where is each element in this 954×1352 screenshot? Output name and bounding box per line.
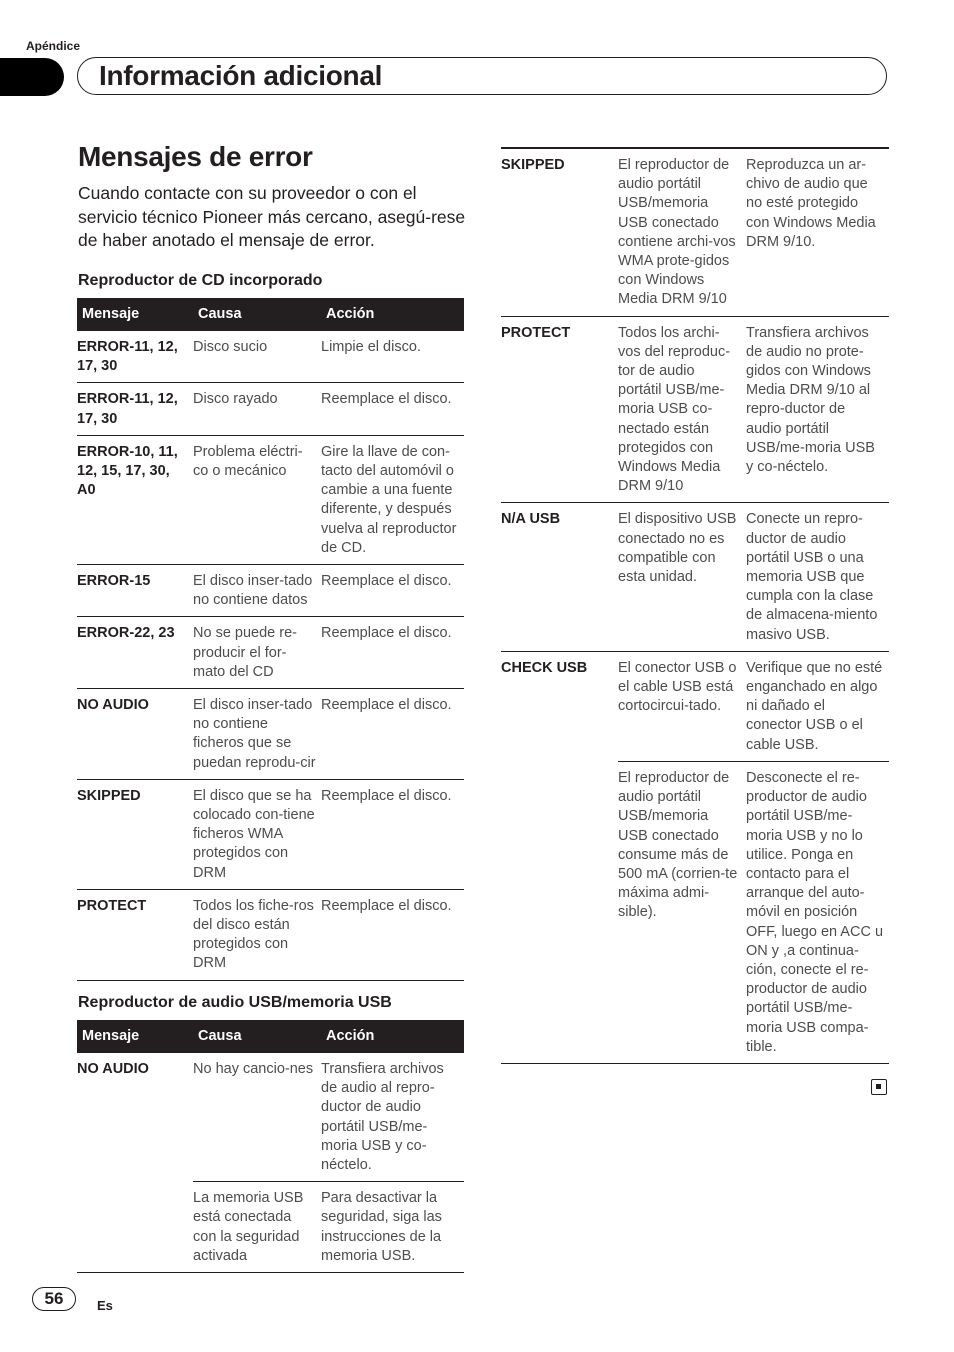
action-cell: Reemplace el disco.: [321, 383, 464, 435]
language-code: Es: [97, 1298, 113, 1313]
action-cell: Desconecte el re-productor de audio portátil USB/me-moria USB y no lo utilice. Ponga en contacto para el arranque del auto-móvil en posición OFF, luego en ACC u ON y ,a continua-ción, conecte el re-productor de audio portátil USB/me-moria USB compa-tible.: [746, 761, 889, 1063]
action-cell: Transfiera archivos de audio al repro-ductor de audio portátil USB/me-moria USB y co-néctelo.: [321, 1053, 464, 1182]
message-cell: ERROR-11, 12, 17, 30: [77, 383, 193, 435]
usb-table-heading: Reproductor de audio USB/memoria USB: [78, 994, 392, 1011]
action-cell: Verifique que no esté enganchado en algo ni dañado el conector USB o el cable USB.: [746, 651, 889, 761]
usb-error-table-continued-wrapper: [501, 147, 889, 1064]
message-cell: NO AUDIO: [77, 1061, 149, 1077]
cause-cell: El disco que se ha colocado con-tiene ficheros WMA protegidos con DRM: [193, 779, 321, 889]
cd-error-table-wrapper: [77, 298, 464, 981]
table-row: [77, 1182, 464, 1273]
table-row: [77, 689, 464, 780]
cause-cell: No hay cancio-nes: [193, 1053, 321, 1182]
table-row: [77, 435, 464, 564]
cd-error-table: [77, 298, 464, 981]
message-cell: CHECK USB: [501, 659, 588, 676]
table-row: [77, 889, 464, 980]
action-cell: Transfiera archivos de audio no prote-gidos con Windows Media DRM 9/10 al repro-ductor de audio portátil USB/me-moria USB y co-néctelo.: [746, 316, 889, 503]
action-cell: Reemplace el disco.: [321, 889, 464, 980]
action-cell: Para desactivar la seguridad, siga las instrucciones de la memoria USB.: [321, 1182, 464, 1273]
table-row: [501, 651, 889, 761]
cause-cell: El dispositivo USB conectado no es compatible con esta unidad.: [618, 503, 746, 651]
table-row: [77, 779, 464, 889]
cause-cell: Disco rayado: [193, 383, 321, 435]
message-cell: NO AUDIO: [77, 689, 193, 780]
usb-error-table-wrapper: [77, 1020, 464, 1273]
column-header-cause: Causa: [193, 1020, 321, 1053]
action-cell: Reemplace el disco.: [321, 565, 464, 617]
message-cell: SKIPPED: [501, 149, 618, 316]
section-label: Apéndice: [26, 39, 81, 53]
column-header-action: Acción: [321, 298, 464, 331]
cause-cell: Todos los archi-vos del reproduc-tor de audio portátil USB/me-moria USB co-nectado están protegidos con Windows Media DRM 9/10: [618, 316, 746, 503]
column-header-message: Mensaje: [77, 1020, 193, 1053]
table-row: [77, 565, 464, 617]
message-cell: [501, 761, 618, 1063]
action-cell: Reproduzca un ar-chivo de audio que no esté protegido con Windows Media DRM 9/10.: [746, 149, 889, 316]
action-cell: Reemplace el disco.: [321, 689, 464, 780]
action-cell: Gire la llave de con-tacto del automóvil o cambie a una fuente diferente, y después vuelva al reproductor de CD.: [321, 435, 464, 564]
intro-paragraph: Cuando contacte con su proveedor o con el servicio técnico Pioneer más cercano, asegú-rese de haber anotado el mensaje de error.: [78, 183, 466, 250]
action-cell: Limpie el disco.: [321, 331, 464, 383]
cause-cell: La memoria USB está conectada con la seguridad activada: [193, 1182, 321, 1273]
column-header-action: Acción: [321, 1020, 464, 1053]
cause-cell: El reproductor de audio portátil USB/memoria USB conectado contiene archi-vos WMA prote-gidos con Windows Media DRM 9/10: [618, 149, 746, 316]
action-cell: Reemplace el disco.: [321, 617, 464, 689]
end-of-section-icon: [871, 1079, 887, 1095]
column-header-cause: Causa: [193, 298, 321, 331]
message-cell: PROTECT: [77, 889, 193, 980]
cause-cell: El disco inser-tado no contiene datos: [193, 565, 321, 617]
cd-table-body: [77, 331, 464, 980]
table-row: [501, 503, 889, 651]
message-cell: PROTECT: [501, 316, 618, 503]
usb-error-table-continued: [501, 149, 889, 1064]
column-header-message: Mensaje: [77, 298, 193, 331]
message-cell: N/A USB: [501, 503, 618, 651]
page-number: 56: [32, 1287, 76, 1311]
table-row: [77, 1053, 464, 1182]
table-row: [501, 149, 889, 316]
table-row: [501, 761, 889, 1063]
table-row: [77, 617, 464, 689]
cause-cell: El conector USB o el cable USB está cortocircui-tado.: [618, 651, 746, 761]
cause-cell: Todos los fiche-ros del disco están protegidos con DRM: [193, 889, 321, 980]
message-cell: ERROR-22, 23: [77, 617, 193, 689]
usb-table-continued-body: [501, 149, 889, 1063]
message-cell: ERROR-15: [77, 565, 193, 617]
message-cell: ERROR-11, 12, 17, 30: [77, 331, 193, 383]
message-cell: ERROR-10, 11, 12, 15, 17, 30, A0: [77, 435, 193, 564]
table-row: [77, 331, 464, 383]
action-cell: Reemplace el disco.: [321, 779, 464, 889]
section-tab-marker: [0, 58, 64, 96]
table-row: [77, 383, 464, 435]
cause-cell: No se puede re-producir el for-mato del CD: [193, 617, 321, 689]
page-title: Mensajes de error: [78, 141, 313, 172]
cause-cell: El disco inser-tado no contiene ficheros que se puedan reprodu-cir: [193, 689, 321, 780]
usb-error-table: [77, 1020, 464, 1273]
section-title: Información adicional: [99, 60, 383, 91]
table-row: [501, 316, 889, 503]
cause-cell: Problema eléctri-co o mecánico: [193, 435, 321, 564]
cd-table-heading: Reproductor de CD incorporado: [78, 272, 323, 289]
cause-cell: Disco sucio: [193, 331, 321, 383]
action-cell: Conecte un repro-ductor de audio portátil USB o una memoria USB que cumpla con la clase de almacena-miento masivo USB.: [746, 503, 889, 651]
cause-cell: El reproductor de audio portátil USB/memoria USB conectado consume más de 500 mA (corrien-te máxima admi-sible).: [618, 761, 746, 1063]
message-cell: [77, 1182, 193, 1273]
usb-table-body: [77, 1053, 464, 1273]
message-cell: SKIPPED: [77, 779, 193, 889]
